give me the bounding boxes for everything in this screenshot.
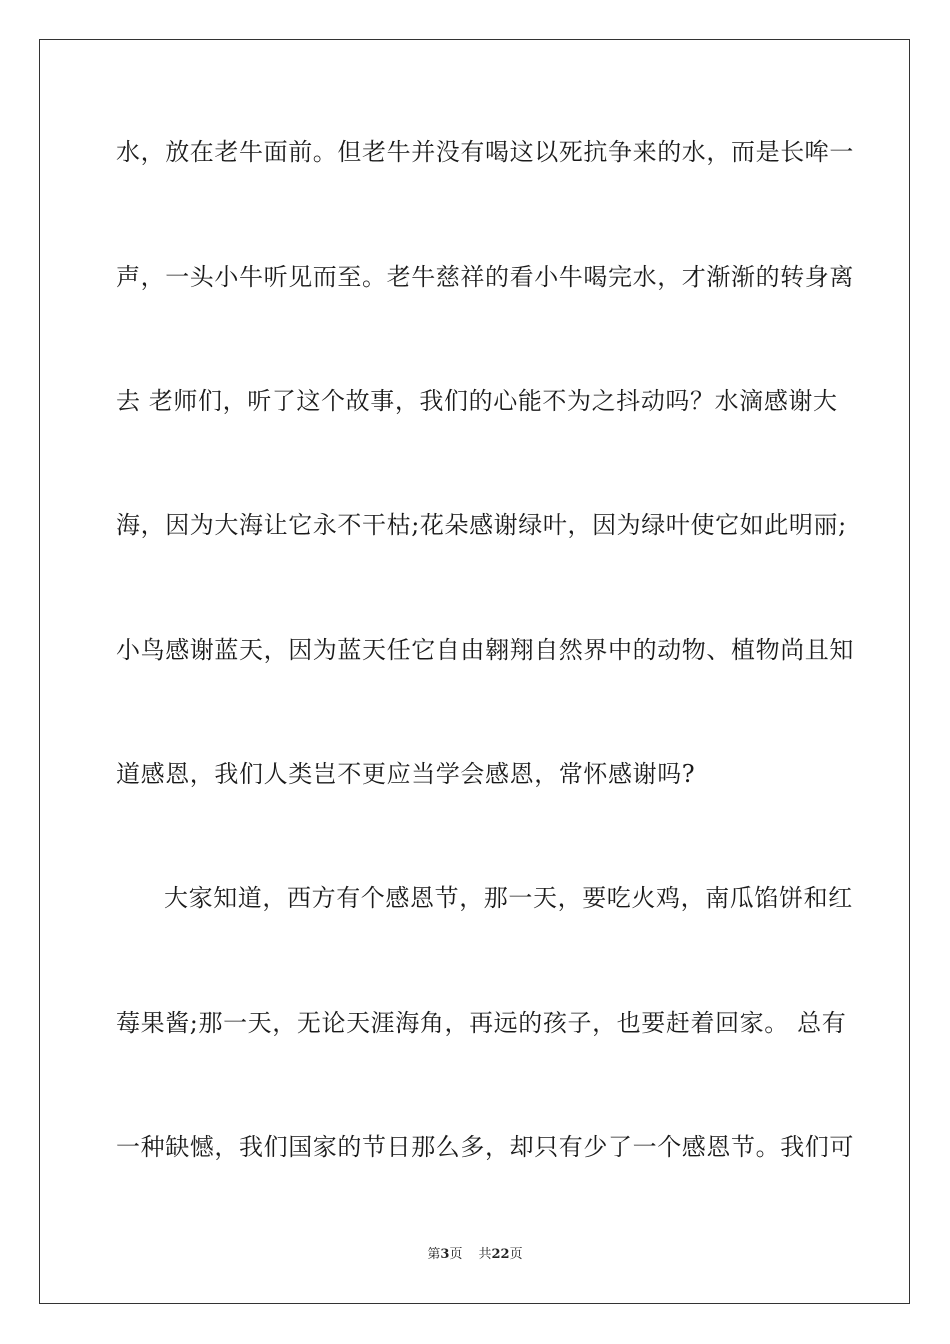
text-line-8: 莓果酱;那一天，无论天涯海角，再远的孩子，也要赶着回家。 总有 xyxy=(116,1009,847,1037)
text-line-2: 声，一头小牛听见而至。老牛慈祥的看小牛喝完水，才渐渐的转身离 xyxy=(116,263,854,291)
text-line-9: 一种缺憾，我们国家的节日那么多，却只有少了一个感恩节。我们可 xyxy=(116,1133,854,1161)
page-prefix: 第 xyxy=(427,1247,441,1262)
text-line-4: 海，因为大海让它永不干枯;花朵感谢绿叶，因为绿叶使它如此明丽; xyxy=(116,511,847,539)
text-line-1: 水，放在老牛面前。但老牛并没有喝这以死抗争来的水，而是长哞一 xyxy=(116,138,854,166)
total-suffix: 页 xyxy=(509,1247,523,1262)
text-line-3: 去 老师们，听了这个故事，我们的心能不为之抖动吗？水滴感谢大 xyxy=(116,387,838,415)
page-number: 3 xyxy=(440,1247,450,1262)
total-pages: 22 xyxy=(491,1247,510,1262)
page-border xyxy=(39,39,910,1304)
page-footer xyxy=(0,1246,950,1264)
total-prefix: 共 xyxy=(478,1247,492,1262)
text-line-6: 道感恩，我们人类岂不更应当学会感恩，常怀感谢吗? xyxy=(116,760,696,788)
text-line-7: 大家知道，西方有个感恩节，那一天，要吃火鸡，南瓜馅饼和红 xyxy=(164,884,853,912)
text-line-5: 小鸟感谢蓝天，因为蓝天任它自由翱翔自然界中的动物、植物尚且知 xyxy=(116,636,854,664)
page-suffix: 页 xyxy=(449,1247,463,1262)
